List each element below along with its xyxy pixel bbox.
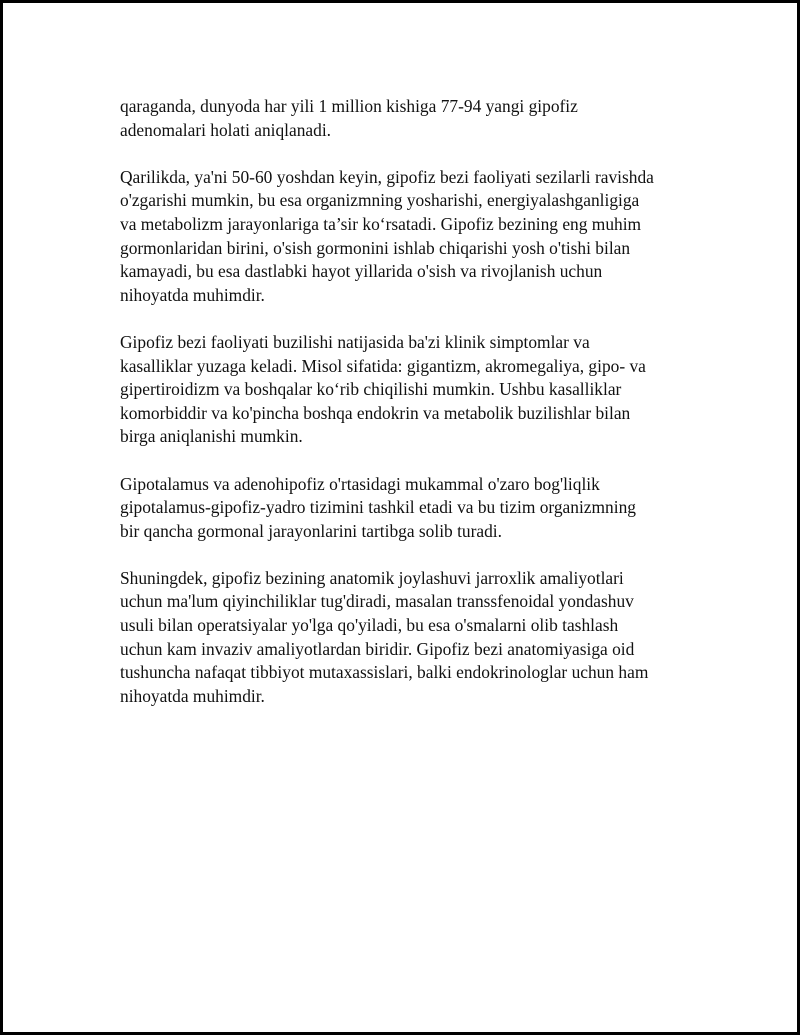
paragraph-4: Gipotalamus va adenohipofiz o'rtasidagi mukammal o'zaro bog'liqlik gipotalamus-gipofiz-yadro tizimini tashkil etadi va bu tizim organizmning bir qancha gormonal jarayonlarini tartibga solib turadi.: [120, 473, 636, 541]
paragraph-5: Shuningdek, gipofiz bezining anatomik joylashuvi jarroxlik amaliyotlari uchun ma'lum qiyinchiliklar tug'diradi, masalan transsfenoidal yondashuv usuli bilan operatsiyalar yo'lga qo'yiladi, bu esa o'smalarni olib tashlash uchun kam invaziv amaliyotlardan biridir. Gipofiz bezi anatomiyasiga oid tushuncha nafaqat tibbiyot mutaxassislari, balki endokrinologlar uchun ham nihoyatda muhimdir.: [120, 567, 649, 706]
document-body: [120, 95, 700, 732]
paragraph-1: qaraganda, dunyoda har yili 1 million kishiga 77-94 yangi gipofiz adenomalari holati aniqlanadi.: [120, 96, 578, 140]
paragraph-3: Gipofiz bezi faoliyati buzilishi natijasida ba'zi klinik simptomlar va kasalliklar yuzaga keladi. Misol sifatida: gigantizm, akromegaliya, gipo- va gipertiroidizm va boshqalar ko‘rib chiqilishi mumkin. Ushbu kasalliklar komorbiddir va ko'pincha boshqa endokrin va metabolik buzilishlar bilan birga aniqlanishi mumkin.: [120, 331, 646, 447]
paragraph-2: Qarilikda, ya'ni 50-60 yoshdan keyin, gipofiz bezi faoliyati sezilarli ravishda o'zgarishi mumkin, bu esa organizmning yosharishi, energiyalashganligiga va metabolizm jarayonlariga ta’sir ko‘rsatadi. Gipofiz bezining eng muhim gormonlaridan birini, o'sish gormonini ishlab chiqarishi yosh o'tishi bilan kamayadi, bu esa dastlabki hayot yillarida o'sish va rivojlanish uchun nihoyatda muhimdir.: [120, 166, 654, 305]
